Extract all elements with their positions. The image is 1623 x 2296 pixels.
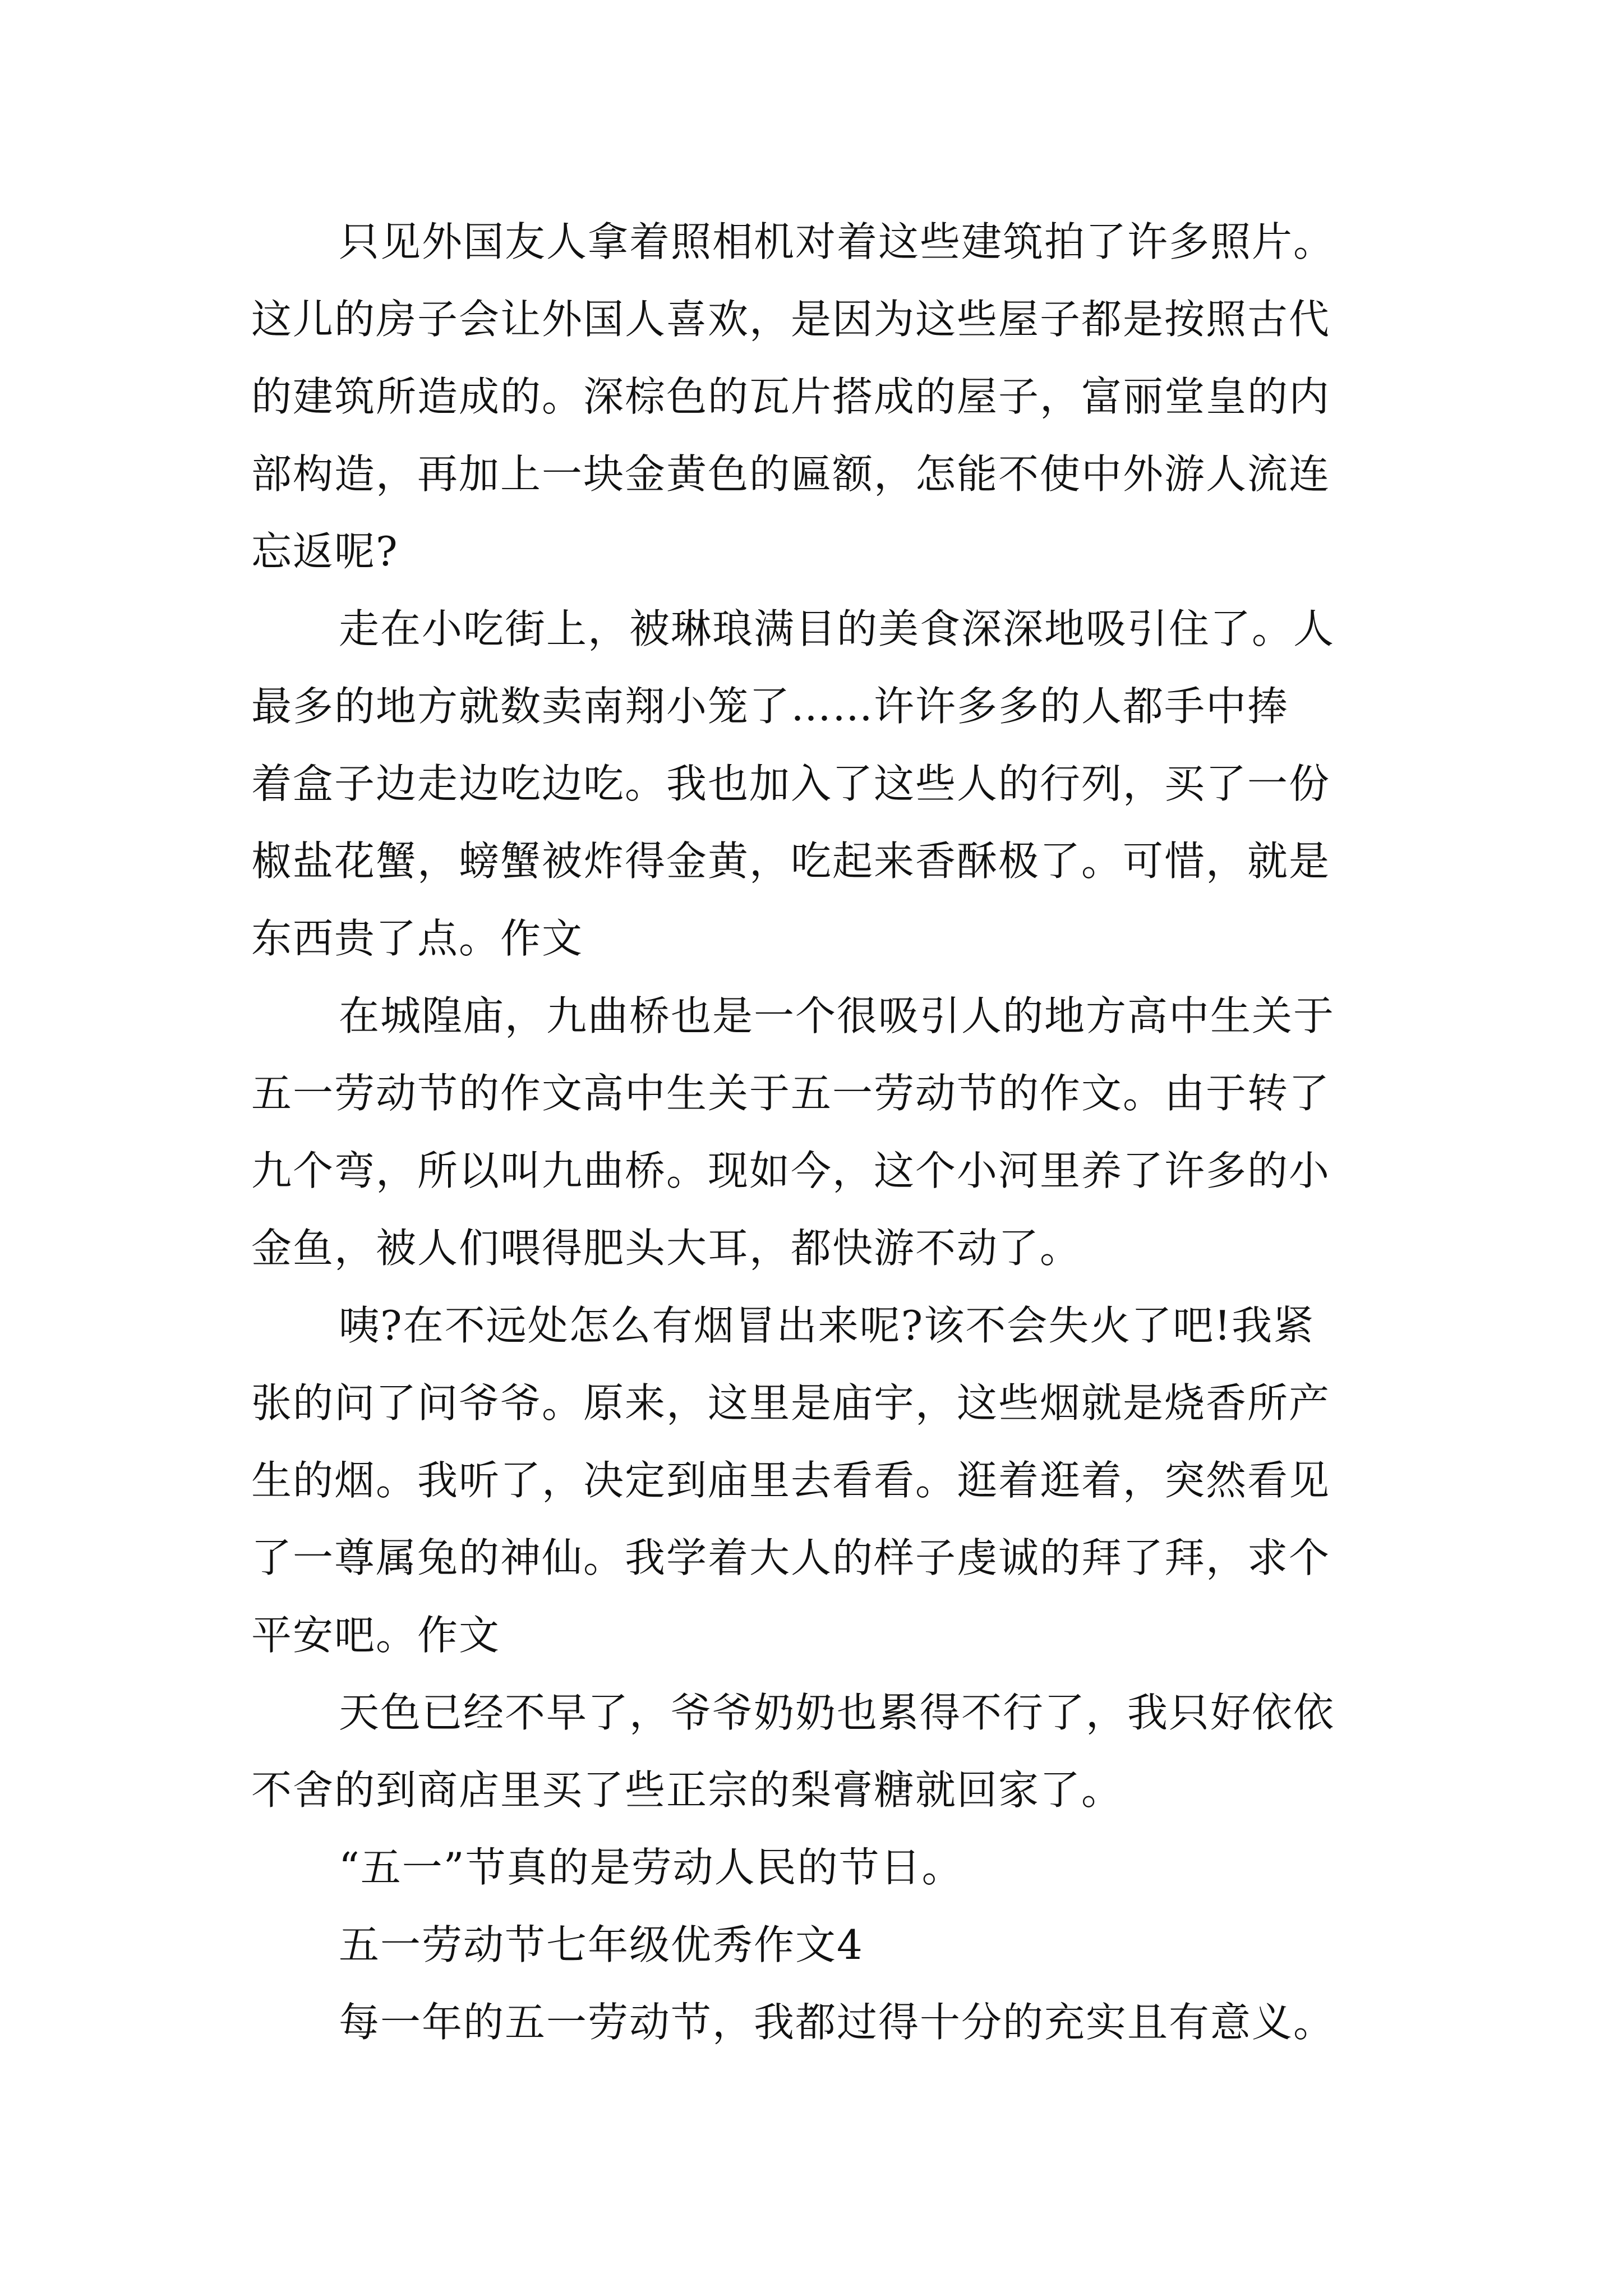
text-line: 每一年的五一劳动节，我都过得十分的充实且有意义。 [339,1999,1335,2046]
text-line: 了一尊属兔的神仙。我学着大人的样子虔诚的拜了拜，求个 [251,1534,1331,1581]
text-line: 的建筑所造成的。深棕色的瓦片搭成的屋子，富丽堂皇的内 [251,373,1331,420]
text-line: 生的烟。我听了，决定到庙里去看看。逛着逛着，突然看见 [251,1457,1331,1504]
section-heading: 五一劳动节七年级优秀作文4 [339,1921,864,1968]
text-line: 天色已经不早了，爷爷奶奶也累得不行了，我只好依依 [339,1689,1335,1736]
text-line: 走在小吃街上，被琳琅满目的美食深深地吸引住了。人 [339,605,1335,652]
text-line: 九个弯，所以叫九曲桥。现如今，这个小河里养了许多的小 [251,1147,1331,1194]
text-line: 五一劳动节的作文高中生关于五一劳动节的作文。由于转了 [251,1070,1331,1117]
text-line: 不舍的到商店里买了些正宗的梨膏糖就回家了。 [251,1766,1123,1814]
text-line: 只见外国友人拿着照相机对着这些建筑拍了许多照片。 [339,218,1335,265]
text-line: 这儿的房子会让外国人喜欢，是因为这些屋子都是按照古代 [251,296,1331,343]
text-line: 在城隍庙，九曲桥也是一个很吸引人的地方高中生关于 [339,992,1335,1039]
text-line: 着盒子边走边吃边吃。我也加入了这些人的行列，买了一份 [251,760,1331,807]
text-line: 最多的地方就数卖南翔小笼了……许许多多的人都手中捧 [251,683,1289,730]
text-line: “五一”节真的是劳动人民的节日。 [339,1844,963,1891]
text-line: 张的问了问爷爷。原来，这里是庙宇，这些烟就是烧香所产 [251,1379,1331,1427]
text-line: 金鱼，被人们喂得肥头大耳，都快游不动了。 [251,1225,1082,1272]
text-line: 东西贵了点。作文 [251,915,584,962]
text-line: 椒盐花蟹，螃蟹被炸得金黄，吃起来香酥极了。可惜，就是 [251,838,1331,885]
document-body [251,203,1401,2061]
text-line: 咦?在不远处怎么有烟冒出来呢?该不会失火了吧!我紧 [339,1302,1315,1349]
text-line: 部构造，再加上一块金黄色的匾额，怎能不使中外游人流连 [251,450,1331,498]
text-line: 忘返呢? [251,528,399,575]
text-line: 平安吧。作文 [251,1612,501,1659]
